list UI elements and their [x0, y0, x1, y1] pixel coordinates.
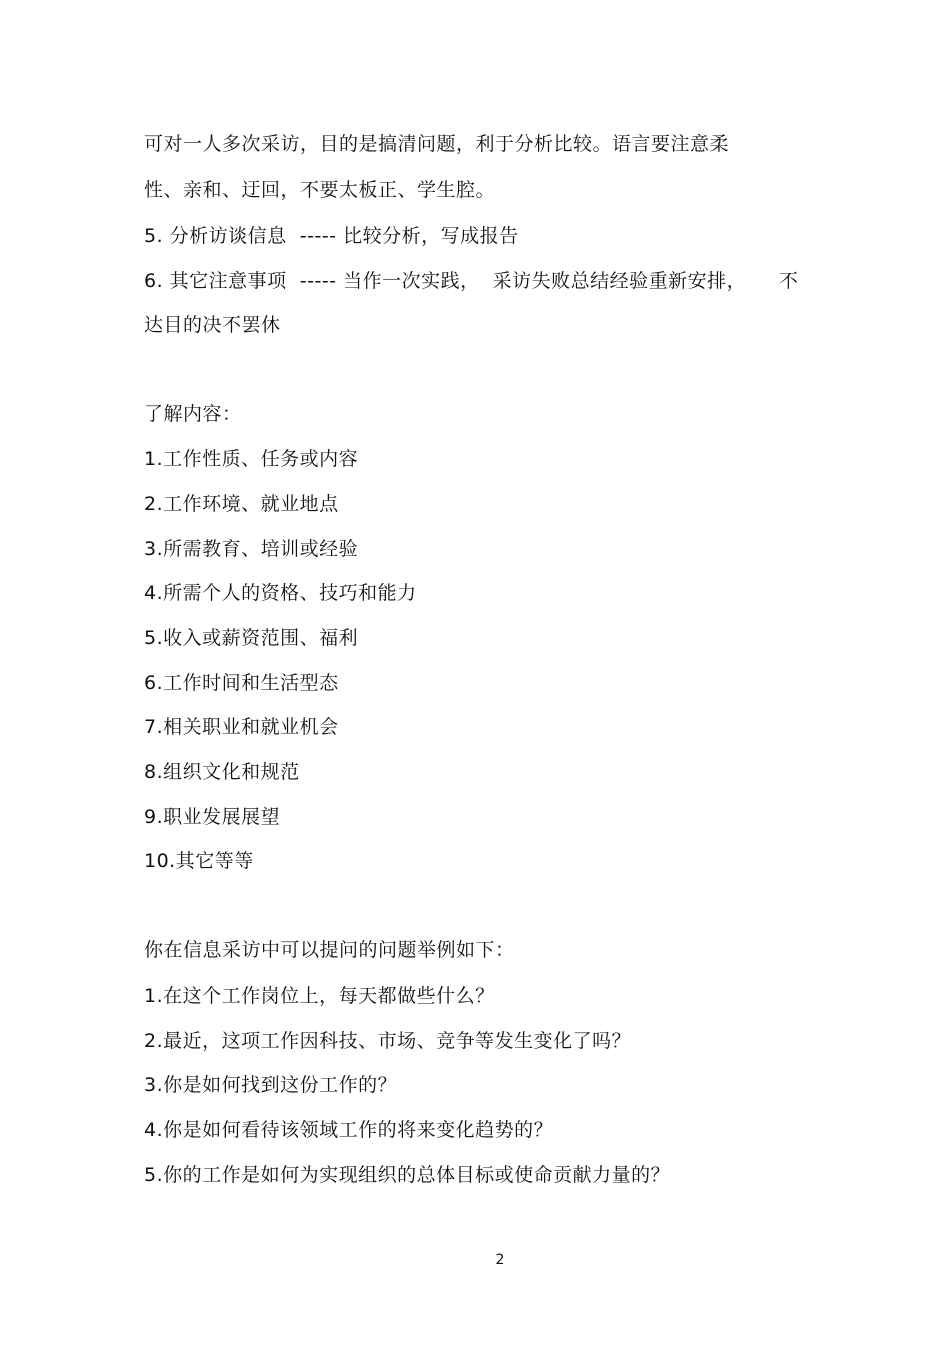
- understand-item: 7.相关职业和就业机会: [144, 716, 339, 738]
- understand-heading: 了解内容：: [144, 403, 242, 425]
- question-item: 1.在这个工作岗位上，每天都做些什么？: [144, 985, 495, 1007]
- understand-item: 1.工作性质、任务或内容: [144, 448, 359, 470]
- understand-item: 6.工作时间和生活型态: [144, 672, 339, 694]
- question-item: 5.你的工作是如何为实现组织的总体目标或使命贡献力量的？: [144, 1164, 671, 1186]
- understand-item: 5.收入或薪资范围、福利: [144, 627, 359, 649]
- question-item: 4.你是如何看待该领域工作的将来变化趋势的？: [144, 1119, 554, 1141]
- understand-item: 4.所需个人的资格、技巧和能力: [144, 582, 417, 604]
- understand-item: 3.所需教育、培训或经验: [144, 538, 359, 560]
- intro-line-2: 性、亲和、迂回，不要太板正、学生腔。: [144, 179, 496, 201]
- intro-line-1: 可对一人多次采访，目的是搞清问题，利于分析比较。语言要注意柔: [144, 133, 730, 155]
- step-6-line-2: 达目的决不罢休: [144, 314, 281, 336]
- step-6-line-1: 6. 其它注意事项 ----- 当作一次实践， 采访失败总结经验重新安排， 不: [144, 270, 799, 292]
- understand-item: 10.其它等等: [144, 850, 254, 872]
- understand-item: 8.组织文化和规范: [144, 761, 300, 783]
- question-item: 3.你是如何找到这份工作的？: [144, 1074, 398, 1096]
- questions-heading: 你在信息采访中可以提问的问题举例如下：: [144, 939, 515, 961]
- page-number: 2: [495, 1252, 505, 1268]
- step-5-line: 5. 分析访谈信息 ----- 比较分析，写成报告: [144, 225, 519, 247]
- understand-item: 2.工作环境、就业地点: [144, 493, 339, 515]
- question-item: 2.最近，这项工作因科技、市场、竞争等发生变化了吗？: [144, 1030, 632, 1052]
- understand-item: 9.职业发展展望: [144, 806, 281, 828]
